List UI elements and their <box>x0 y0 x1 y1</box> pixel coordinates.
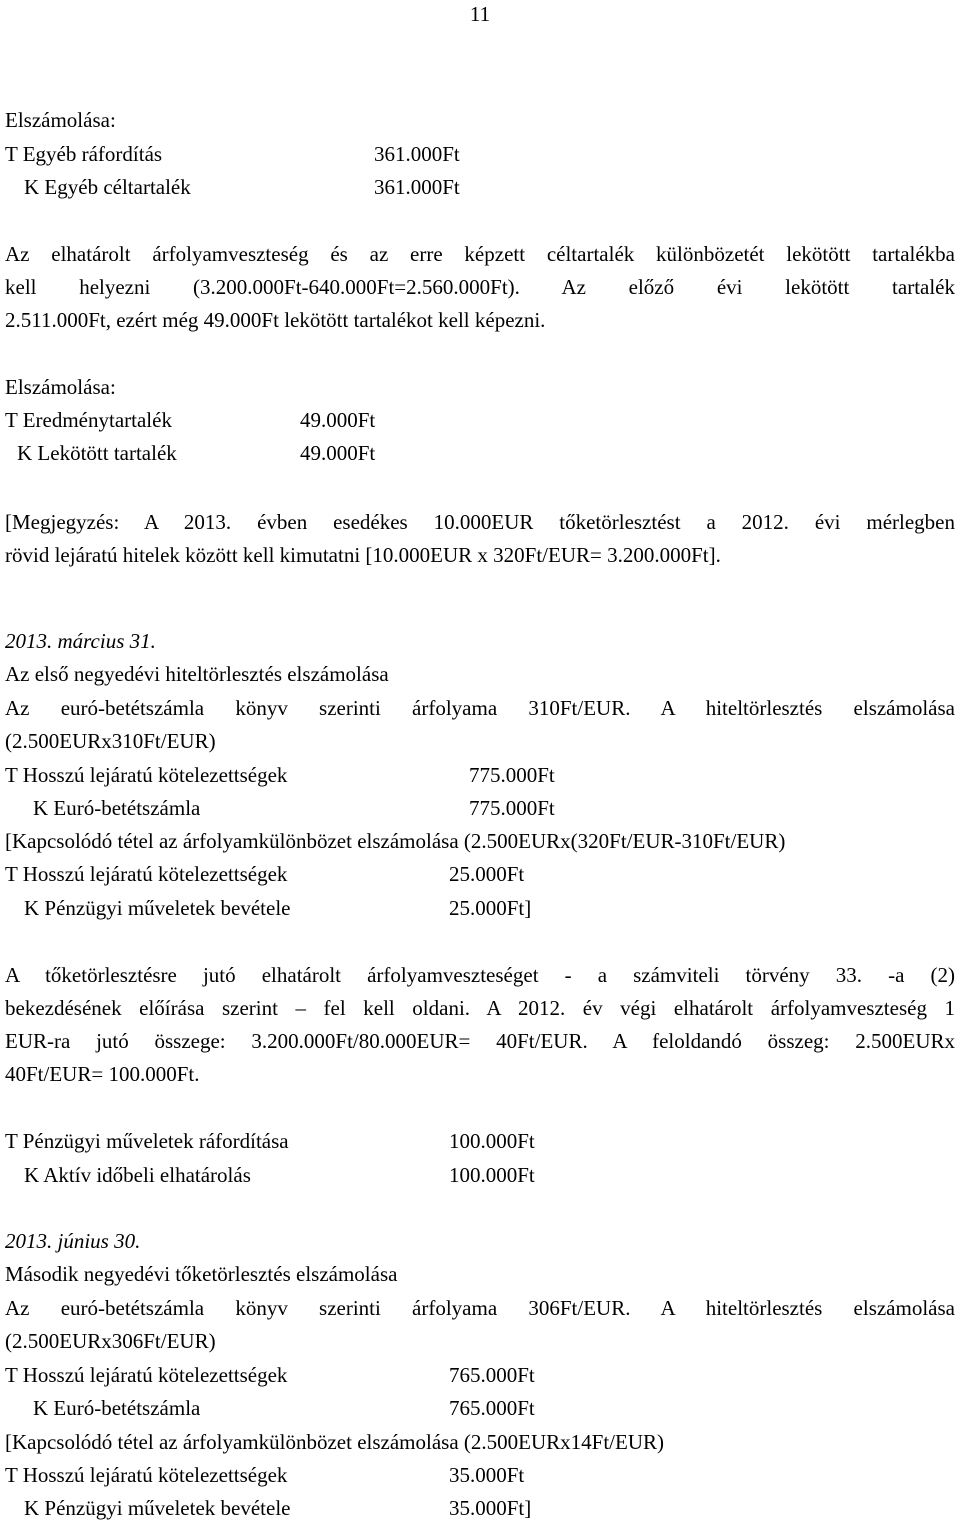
paragraph-reserve <box>5 238 955 337</box>
note-row-2: rövid lejáratú hitelek között kell kimutatni [10.000EUR x 320Ft/EUR= 3.200.000Ft]. <box>5 543 721 567</box>
q1-entry-1-amount: 775.000Ft <box>469 763 555 787</box>
q1-entry-2-label: K Euró-betétszámla <box>33 796 201 820</box>
q2-related-entry-1-amount: 35.000Ft <box>449 1463 525 1487</box>
q2-text-row-1: Az euró-betétszámla könyv szerinti árfolyama 306Ft/EUR. A hiteltörlesztés elszámolása <box>5 1296 955 1320</box>
q2-text-row-2: (2.500EURx306Ft/EUR) <box>5 1329 216 1353</box>
q1-related-entry-1-amount: 25.000Ft <box>449 862 525 886</box>
q1-entry-1-label: T Hosszú lejáratú kötelezettségek <box>5 763 288 787</box>
block2-entry-1-label: T Eredménytartalék <box>5 408 172 432</box>
block1-entry-2-amount: 361.000Ft <box>374 175 460 199</box>
block2-entry-1-amount: 49.000Ft <box>300 408 376 432</box>
paragraph-reserve-row-1: Az elhatárolt árfolyamveszteség és az erre képzett céltartalék különbözetét lekötött tartalékba <box>5 242 955 266</box>
q1-related-entry-2-amount: 25.000Ft] <box>449 896 532 920</box>
block2-entry-2-label: K Lekötött tartalék <box>17 441 177 465</box>
block3-entry-2-label: K Aktív időbeli elhatárolás <box>24 1163 251 1187</box>
note-paragraph <box>5 506 955 572</box>
q1-title: Az első negyedévi hiteltörlesztés elszámolása <box>5 662 389 686</box>
q2-text <box>5 1292 955 1358</box>
block1-entry-1-label: T Egyéb ráfordítás <box>5 142 163 166</box>
block1-entry-1-amount: 361.000Ft <box>374 142 460 166</box>
q1-text-row-2: (2.500EURx310Ft/EUR) <box>5 729 216 753</box>
block3-entry-2-amount: 100.000Ft <box>449 1163 535 1187</box>
paragraph-reserve-row-3: 2.511.000Ft, ezért még 49.000Ft lekötött tartalékot kell képezni. <box>5 308 546 332</box>
q2-related-entry-2-amount: 35.000Ft] <box>449 1496 532 1520</box>
block3-entry-1-amount: 100.000Ft <box>449 1129 535 1153</box>
paragraph-loss-row-1: A tőketörlesztésre jutó elhatárolt árfolyamveszteséget - a számviteli törvény 33. -a (2) <box>5 963 955 987</box>
paragraph-loss <box>5 959 955 1091</box>
q2-entry-2-label: K Euró-betétszámla <box>33 1396 201 1420</box>
q2-related-entry-1-label: T Hosszú lejáratú kötelezettségek <box>5 1463 288 1487</box>
block1-heading: Elszámolása: <box>5 108 116 132</box>
paragraph-loss-row-2: bekezdésének előírása szerint – fel kell oldani. A 2012. év végi elhatárolt árfolyamveszteség 1 <box>5 996 955 1020</box>
q2-title: Második negyedévi tőketörlesztés elszámolása <box>5 1262 398 1286</box>
paragraph-reserve-row-2: kell helyezni (3.200.000Ft-640.000Ft=2.560.000Ft). Az előző évi lekötött tartalék <box>5 275 955 299</box>
q2-entry-1-label: T Hosszú lejáratú kötelezettségek <box>5 1363 288 1387</box>
q1-date: 2013. március 31. <box>5 629 156 653</box>
q1-related-entry-1-label: T Hosszú lejáratú kötelezettségek <box>5 862 288 886</box>
q1-related-entry-2-label: K Pénzügyi műveletek bevétele <box>24 896 291 920</box>
q1-text-row-1: Az euró-betétszámla könyv szerinti árfolyama 310Ft/EUR. A hiteltörlesztés elszámolása <box>5 696 955 720</box>
block2-entry-2-amount: 49.000Ft <box>300 441 376 465</box>
q1-related: [Kapcsolódó tétel az árfolyamkülönbözet elszámolása (2.500EURx(320Ft/EUR-310Ft/EUR) <box>5 829 786 853</box>
q2-date: 2013. június 30. <box>5 1229 141 1253</box>
q2-related-entry-2-label: K Pénzügyi műveletek bevétele <box>24 1496 291 1520</box>
q1-text <box>5 692 955 758</box>
paragraph-loss-row-4: 40Ft/EUR= 100.000Ft. <box>5 1062 200 1086</box>
q2-entry-2-amount: 765.000Ft <box>449 1396 535 1420</box>
q2-related: [Kapcsolódó tétel az árfolyamkülönbözet elszámolása (2.500EURx14Ft/EUR) <box>5 1430 664 1454</box>
block2-heading: Elszámolása: <box>5 375 116 399</box>
paragraph-loss-row-3: EUR-ra jutó összege: 3.200.000Ft/80.000EUR= 40Ft/EUR. A feloldandó összeg: 2.500EURx <box>5 1029 955 1053</box>
q2-entry-1-amount: 765.000Ft <box>449 1363 535 1387</box>
block1-entry-2-label: K Egyéb céltartalék <box>24 175 191 199</box>
q1-entry-2-amount: 775.000Ft <box>469 796 555 820</box>
note-row-1: [Megjegyzés: A 2013. évben esedékes 10.000EUR tőketörlesztést a 2012. évi mérlegben <box>5 510 955 534</box>
page-number: 11 <box>469 2 491 26</box>
block3-entry-1-label: T Pénzügyi műveletek ráfordítása <box>5 1129 289 1153</box>
